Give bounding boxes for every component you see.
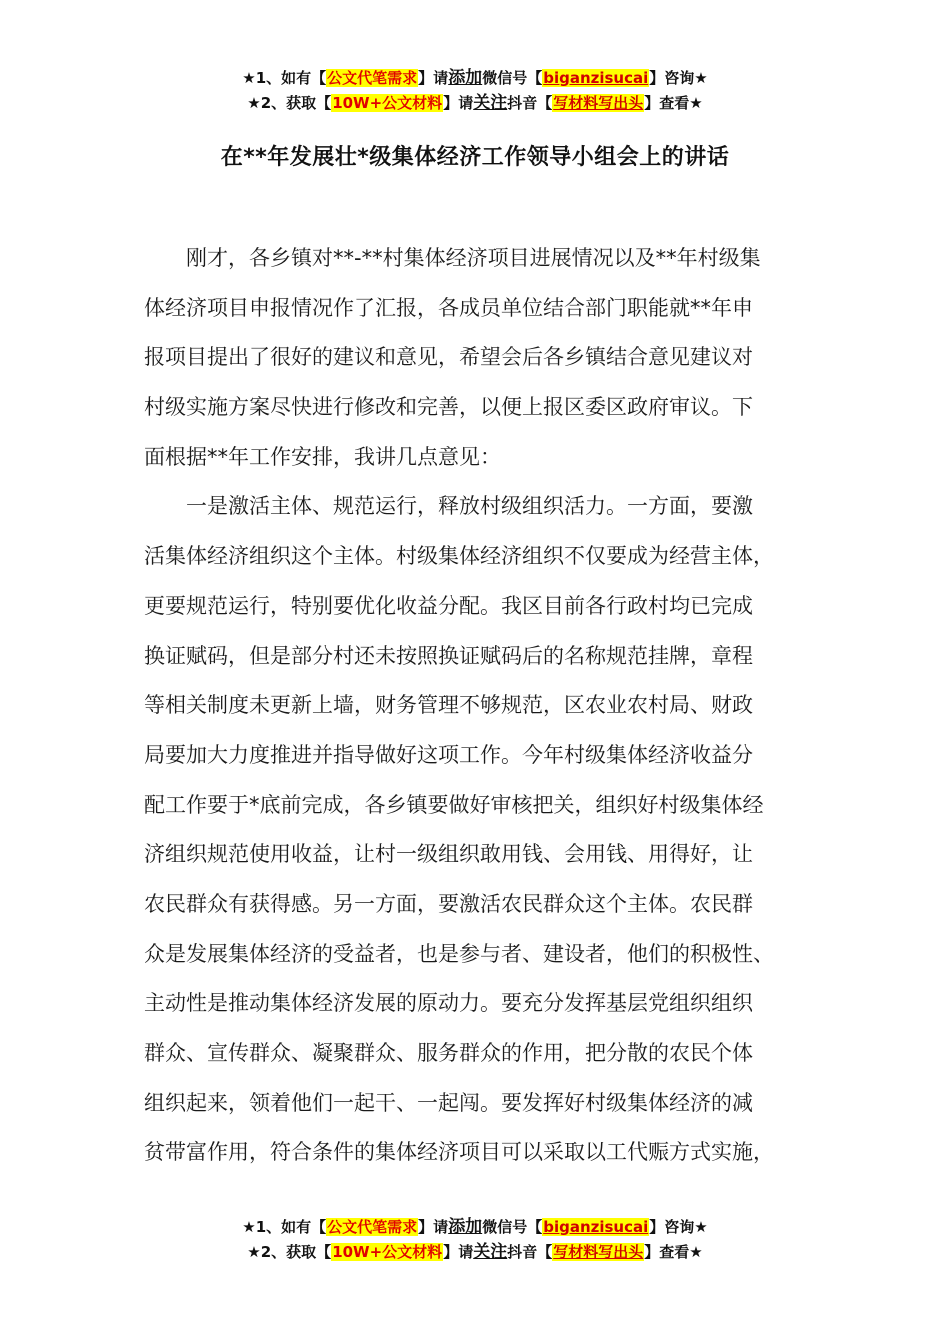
promo-text: ★2、获取【 [247,1243,332,1261]
promo-text: 】查看★ [644,94,703,112]
body-line: 主动性是推动集体经济发展的原动力。要充分发挥基层党组织组织 [144,991,753,1016]
promo-emphasis: 添加 [448,68,483,88]
promo-line-2 [0,91,950,116]
douyin-account-link[interactable]: 写材料写出头 [553,94,644,112]
body-line: 村级实施方案尽快进行修改和完善，以便上报区委区政府审议。下 [144,395,753,420]
promo-text: 微信号【 [482,1218,543,1236]
promo-text: ★1、如有【 [242,69,327,87]
body-line: 活集体经济组织这个主体。村级集体经济组织不仅要成为经营主体， [144,544,774,569]
body-line: 配工作要于*底前完成，各乡镇要做好审核把关，组织好村级集体经 [144,792,764,817]
document-body [144,234,828,1178]
promo-text: 】查看★ [644,1243,703,1261]
promo-line-1 [0,66,950,91]
body-line: 济组织规范使用收益，让村一级组织敢用钱、会用钱、用得好，让 [144,842,753,867]
body-line: 换证赋码，但是部分村还未按照换证赋码后的名称规范挂牌，章程 [144,643,753,668]
promo-text: 】咨询★ [649,69,708,87]
body-line: 刚才，各乡镇对**-**村集体经济项目进展情况以及**年村级集 [144,246,761,270]
document-title: 在**年发展壮*级集体经济工作领导小组会上的讲话 [220,145,730,170]
promo-text: 】请 [418,69,449,87]
promo-text: 】请 [443,1243,474,1261]
douyin-account-link[interactable]: 写材料写出头 [553,1243,644,1261]
promo-text: ★2、获取【 [247,94,332,112]
promo-highlight: 公文代笔需求 [327,1218,418,1236]
body-line: 众是发展集体经济的受益者，也是参与者、建设者，他们的积极性、 [144,941,774,966]
bottom-promo-banner [0,1215,950,1265]
promo-emphasis: 添加 [448,1217,483,1237]
promo-emphasis: 关注 [473,1242,508,1262]
wechat-id-link[interactable]: biganzisucai [543,1218,649,1236]
top-promo-banner [0,66,950,116]
promo-line-1 [0,1215,950,1240]
body-line: 一是激活主体、规范运行，释放村级组织活力。一方面，要激 [144,494,753,519]
promo-text: ★1、如有【 [242,1218,327,1236]
promo-text: 抖音【 [507,94,553,112]
promo-emphasis: 关注 [473,93,508,113]
body-line: 局要加大力度推进并指导做好这项工作。今年村级集体经济收益分 [144,742,753,767]
promo-highlight: 10W+公文材料 [332,94,443,112]
body-line: 体经济项目申报情况作了汇报，各成员单位结合部门职能就**年申 [144,295,753,320]
promo-highlight: 公文代笔需求 [327,69,418,87]
body-line: 报项目提出了很好的建议和意见，希望会后各乡镇结合意见建议对 [144,345,753,370]
promo-text: 】请 [443,94,474,112]
body-line: 面根据**年工作安排，我讲几点意见： [144,444,501,469]
promo-text: 抖音【 [507,1243,553,1261]
wechat-id-link[interactable]: biganzisucai [543,69,649,87]
promo-text: 】请 [418,1218,449,1236]
body-line: 群众、宣传群众、凝聚群众、服务群众的作用，把分散的农民个体 [144,1041,753,1065]
body-line: 等相关制度未更新上墙，财务管理不够规范，区农业农村局、财政 [144,693,753,718]
promo-highlight: 10W+公文材料 [332,1243,443,1261]
body-line: 农民群众有获得感。另一方面，要激活农民群众这个主体。农民群 [144,891,753,916]
promo-text: 】咨询★ [649,1218,708,1236]
promo-text: 微信号【 [482,69,543,87]
body-line: 贫带富作用，符合条件的集体经济项目可以采取以工代赈方式实施， [144,1140,774,1165]
promo-line-2 [0,1240,950,1265]
body-line: 组织起来，领着他们一起干、一起闯。要发挥好村级集体经济的减 [144,1090,753,1115]
body-line: 更要规范运行，特别要优化收益分配。我区目前各行政村均已完成 [144,593,753,618]
